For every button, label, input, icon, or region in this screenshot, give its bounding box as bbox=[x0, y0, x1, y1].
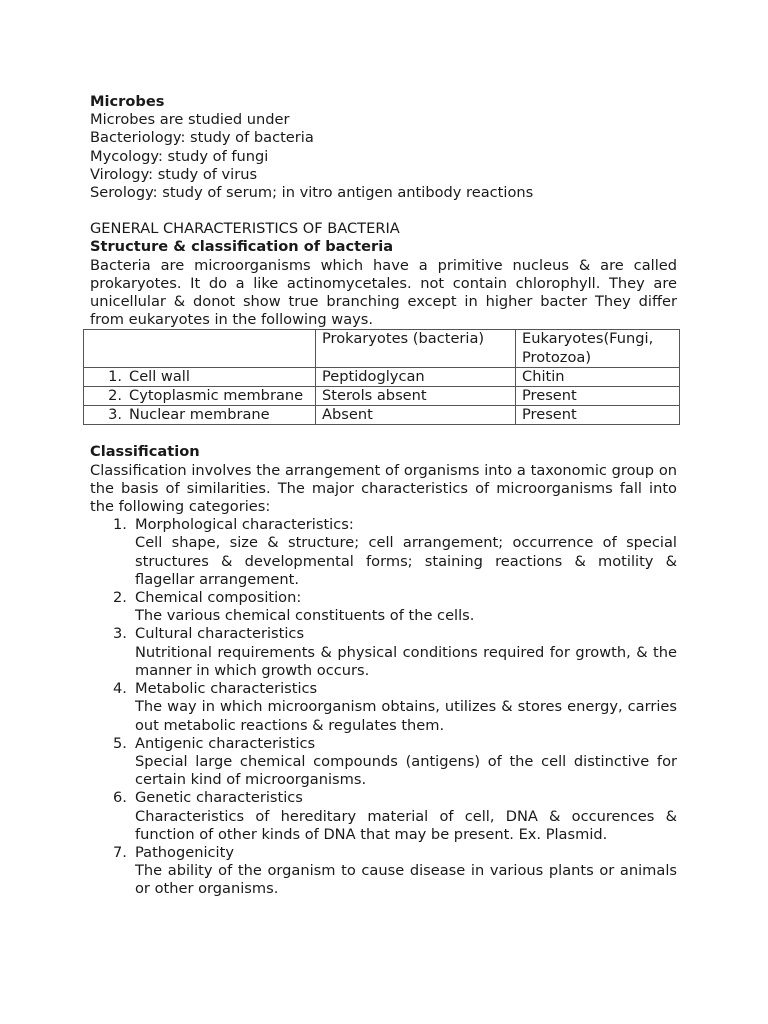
table-cell-feature bbox=[84, 406, 316, 425]
list-item bbox=[90, 680, 677, 735]
list-item-label: Chemical composition: bbox=[135, 589, 302, 607]
list-item bbox=[90, 735, 677, 790]
document-page bbox=[90, 93, 677, 899]
list-item-label: Metabolic characteristics bbox=[135, 680, 318, 698]
list-item-title bbox=[90, 589, 677, 607]
table-cell-eukaryote: Present bbox=[516, 387, 680, 406]
classification-list bbox=[90, 516, 677, 898]
list-item bbox=[90, 844, 677, 899]
microbes-line: Serology: study of serum; in vitro antigen antibody reactions bbox=[90, 184, 534, 202]
list-item-number: 1. bbox=[113, 516, 127, 534]
table-cell-eukaryote: Chitin bbox=[516, 367, 680, 386]
table-cell-feature bbox=[84, 367, 316, 386]
list-item-description: Special large chemical compounds (antigens) of the cell distinctive for certain kind of microorganisms. bbox=[135, 752, 677, 789]
list-item-label: Cultural characteristics bbox=[135, 625, 305, 643]
microbes-line: Bacteriology: study of bacteria bbox=[90, 129, 314, 147]
table-header-cell: Prokaryotes (bacteria) bbox=[316, 330, 516, 367]
list-item bbox=[90, 589, 677, 625]
feature-label: Cell wall bbox=[129, 367, 190, 385]
list-item-description: The ability of the organism to cause disease in various plants or animals or other organisms. bbox=[135, 862, 677, 898]
list-item-number: 3. bbox=[113, 625, 127, 643]
list-item-title bbox=[90, 735, 677, 753]
list-item-description: Characteristics of hereditary material of cell, DNA & occurences & function of other kinds of DNA that may be present. Ex. Plasmid. bbox=[135, 807, 677, 843]
feature-label: Cytoplasmic membrane bbox=[129, 387, 304, 405]
row-number: 1. bbox=[108, 367, 122, 385]
table-header-cell bbox=[84, 330, 316, 367]
list-item bbox=[90, 516, 677, 589]
table-cell-prokaryote: Peptidoglycan bbox=[316, 367, 516, 386]
list-item-number: 4. bbox=[113, 680, 127, 698]
list-item-description: Cell shape, size & structure; cell arrangement; occurrence of special structures & developmental forms; staining reactions & motility & flagellar arrangement. bbox=[135, 534, 677, 588]
table-row bbox=[84, 367, 680, 386]
list-item-label: Morphological characteristics: bbox=[135, 516, 354, 534]
row-number: 3. bbox=[108, 406, 122, 424]
list-item-title bbox=[90, 789, 677, 807]
list-item bbox=[90, 625, 677, 680]
list-item-number: 5. bbox=[113, 734, 127, 752]
bacteria-paragraph: Bacteria are microorganisms which have a primitive nucleus & are called prokaryotes. It do a like actinomycetales. not contain chlorophyll. They are unicellular & donot show true branching except in higher bacter They differ from eukaryotes in the following ways. bbox=[90, 256, 677, 329]
table-row bbox=[84, 406, 680, 425]
feature-label: Nuclear membrane bbox=[129, 406, 270, 424]
list-item bbox=[90, 789, 677, 844]
bacteria-subheading: Structure & classification of bacteria bbox=[90, 238, 394, 256]
row-number: 2. bbox=[108, 387, 122, 405]
microbes-line: Virology: study of virus bbox=[90, 165, 258, 183]
list-item-description: The way in which microorganism obtains, utilizes & stores energy, carries out metabolic reactions & regulates them. bbox=[135, 698, 677, 734]
classification-heading: Classification bbox=[90, 443, 200, 461]
table-cell-prokaryote: Sterols absent bbox=[316, 387, 516, 406]
list-item-description: Nutritional requirements & physical conditions required for growth, & the manner in which growth occurs. bbox=[135, 643, 677, 679]
list-item-label: Genetic characteristics bbox=[135, 789, 303, 807]
list-item-title bbox=[90, 844, 677, 862]
list-item-label: Antigenic characteristics bbox=[135, 734, 316, 752]
comparison-table bbox=[83, 329, 680, 425]
microbes-line: Microbes are studied under bbox=[90, 111, 290, 129]
table-header-row bbox=[84, 330, 680, 367]
list-item-number: 6. bbox=[113, 789, 127, 807]
list-item-title bbox=[90, 516, 677, 534]
table-row bbox=[84, 387, 680, 406]
microbes-line: Mycology: study of fungi bbox=[90, 147, 269, 165]
microbes-heading: Microbes bbox=[90, 93, 165, 110]
table-cell-feature bbox=[84, 387, 316, 406]
table-cell-eukaryote: Present bbox=[516, 406, 680, 425]
list-item-title bbox=[90, 625, 677, 643]
bacteria-heading: GENERAL CHARACTERISTICS OF BACTERIA bbox=[90, 220, 400, 238]
list-item-label: Pathogenicity bbox=[135, 843, 234, 861]
list-item-title bbox=[90, 680, 677, 698]
list-item-number: 7. bbox=[113, 843, 127, 861]
table-header-cell: Eukaryotes(Fungi, Protozoa) bbox=[516, 330, 680, 367]
table-cell-prokaryote: Absent bbox=[316, 406, 516, 425]
list-item-number: 2. bbox=[113, 589, 127, 607]
list-item-description: The various chemical constituents of the cells. bbox=[135, 607, 475, 625]
classification-intro: Classification involves the arrangement of organisms into a taxonomic group on the basis of similarities. The major characteristics of microorganisms fall into the following categories: bbox=[90, 461, 677, 516]
